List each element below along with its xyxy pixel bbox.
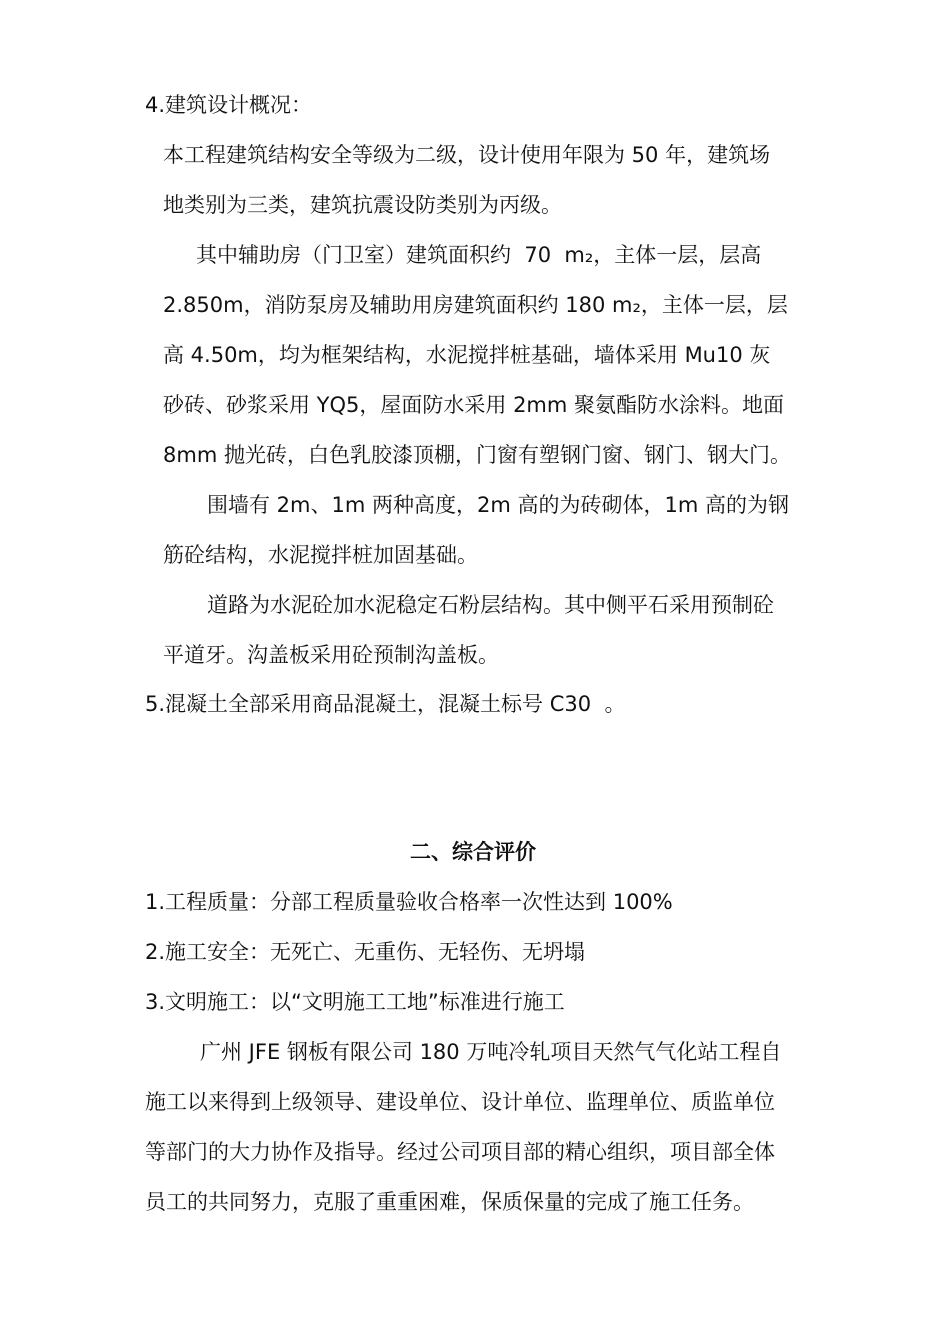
summary-line1: 广州 JFE 钢板有限公司 180 万吨冷轧项目天然气气化站工程自 [200,1040,782,1064]
para1-line2: 地类别为三类，建筑抗震设防类别为丙级。 [163,193,562,217]
para2-line1: 其中辅助房（门卫室）建筑面积约 70 m₂，主体一层，层高 [196,243,762,267]
summary-line3: 等部门的大力协作及指导。经过公司项目部的精心组织，项目部全体 [145,1140,775,1164]
summary-line2: 施工以来得到上级领导、建设单位、设计单位、监理单位、质监单位 [145,1090,775,1114]
para1-line1: 本工程建筑结构安全等级为二级，设计使用年限为 50 年，建筑场 [163,143,771,167]
summary-line4: 员工的共同努力，克服了重重困难，保质保量的完成了施工任务。 [145,1190,754,1214]
evaluation-item-civilized: 3.文明施工：以“文明施工工地”标准进行施工 [145,990,565,1014]
para2-line5: 8mm 抛光砖，白色乳胶漆顶棚，门窗有塑钢门窗、钢门、钢大门。 [163,443,791,467]
evaluation-item-quality: 1.工程质量：分部工程质量验收合格率一次性达到 100% [145,890,673,914]
para2-line4: 砂砖、砂浆采用 YQ5，屋面防水采用 2mm 聚氨酯防水涂料。地面 [163,393,785,417]
para4-line1: 道路为水泥砼加水泥稳定石粉层结构。其中侧平石采用预制砼 [207,593,774,617]
evaluation-item-safety: 2.施工安全：无死亡、无重伤、无轻伤、无坍塌 [145,940,586,964]
para3-line1: 围墙有 2m、1m 两种高度，2m 高的为砖砌体，1m 高的为钢 [207,493,789,517]
section-4-title: 4.建筑设计概况： [145,93,313,117]
section-5-text: 5.混凝土全部采用商品混凝土，混凝土标号 C30 。 [145,692,626,716]
para2-line3: 高 4.50m，均为框架结构，水泥搅拌桩基础，墙体采用 Mu10 灰 [163,343,771,367]
para4-line2: 平道牙。沟盖板采用砼预制沟盖板。 [163,643,499,667]
part2-heading: 二、综合评价 [410,840,536,864]
para3-line2: 筋砼结构，水泥搅拌桩加固基础。 [163,543,478,567]
para2-line2: 2.850m，消防泵房及辅助用房建筑面积约 180 m₂，主体一层，层 [163,293,788,317]
